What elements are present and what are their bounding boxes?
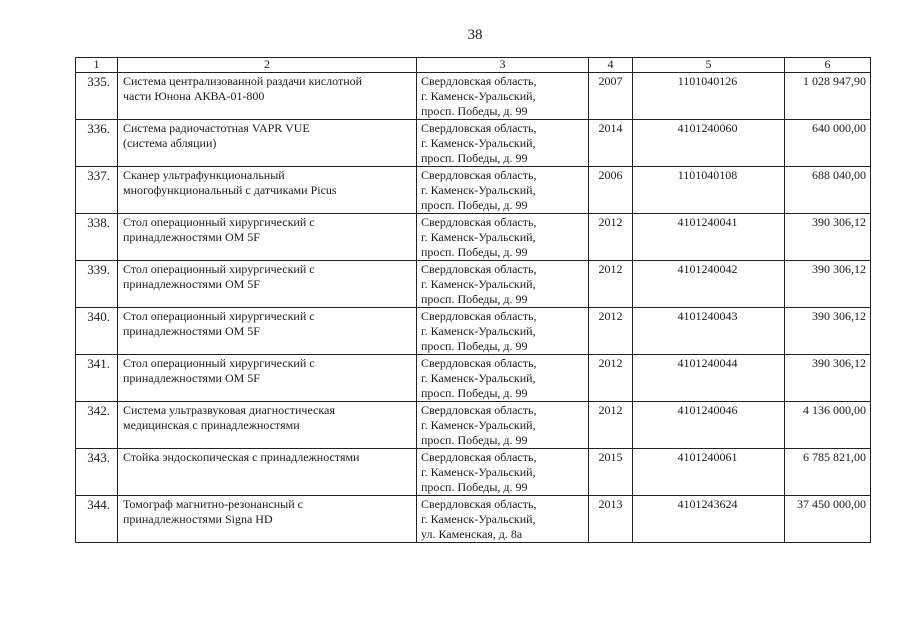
column-number-2: 2 (118, 58, 417, 73)
asset-name-line: принадлежностями ОМ 5F (123, 230, 260, 244)
book-value: 640 000,00 (785, 120, 871, 167)
inventory-number: 4101240043 (633, 308, 785, 355)
commission-year: 2013 (589, 496, 633, 543)
row-number: 340. (76, 308, 118, 355)
book-value: 390 306,12 (785, 355, 871, 402)
table-row (76, 355, 871, 402)
table-body (76, 73, 871, 543)
asset-name-line: Стол операционный хирургический с (123, 215, 315, 229)
asset-address-line: Свердловская область, (421, 403, 537, 417)
book-value: 1 028 947,90 (785, 73, 871, 120)
row-number: 342. (76, 402, 118, 449)
asset-address-line: ул. Каменская, д. 8а (421, 527, 523, 541)
commission-year: 2006 (589, 167, 633, 214)
asset-name-line: Стол операционный хирургический с (123, 309, 315, 323)
asset-name-line: принадлежностями ОМ 5F (123, 324, 260, 338)
table-row (76, 308, 871, 355)
asset-address-line: г. Каменск-Уральский, (421, 89, 536, 103)
asset-name (118, 120, 417, 167)
column-number-row (76, 58, 871, 73)
asset-name (118, 402, 417, 449)
commission-year: 2014 (589, 120, 633, 167)
asset-address-line: г. Каменск-Уральский, (421, 277, 536, 291)
asset-name-line: принадлежностями ОМ 5F (123, 371, 260, 385)
table-row (76, 120, 871, 167)
asset-name-line: Томограф магнитно-резонансный с (123, 497, 303, 511)
row-number: 335. (76, 73, 118, 120)
asset-name-line: Стойка эндоскопическая с принадлежностями (123, 450, 360, 464)
page-number: 38 (467, 27, 483, 43)
table-row (76, 261, 871, 308)
asset-name-line: части Юнона АКВА-01-800 (123, 89, 265, 103)
asset-address-line: г. Каменск-Уральский, (421, 136, 536, 150)
asset-name (118, 355, 417, 402)
asset-name-line: Система радиочастотная VAPR VUE (123, 121, 310, 135)
asset-name-line: Стол операционный хирургический с (123, 356, 315, 370)
inventory-number: 4101240046 (633, 402, 785, 449)
table-row (76, 449, 871, 496)
row-number: 337. (76, 167, 118, 214)
asset-address (417, 402, 589, 449)
row-number: 339. (76, 261, 118, 308)
asset-name-line: принадлежностями Signa HD (123, 512, 273, 526)
asset-address-line: Свердловская область, (421, 74, 537, 88)
commission-year: 2012 (589, 402, 633, 449)
asset-name-line: многофункциональный с датчиками Picus (123, 183, 337, 197)
book-value: 37 450 000,00 (785, 496, 871, 543)
asset-address-line: г. Каменск-Уральский, (421, 418, 536, 432)
column-number-3: 3 (417, 58, 589, 73)
asset-address-line: просп. Победы, д. 99 (421, 245, 528, 259)
book-value: 6 785 821,00 (785, 449, 871, 496)
commission-year: 2007 (589, 73, 633, 120)
asset-name-line: (система абляции) (123, 136, 217, 150)
asset-address (417, 449, 589, 496)
asset-address (417, 496, 589, 543)
asset-address-line: Свердловская область, (421, 262, 537, 276)
asset-address-line: Свердловская область, (421, 121, 537, 135)
asset-address (417, 73, 589, 120)
inventory-number: 4101240044 (633, 355, 785, 402)
asset-address-line: просп. Победы, д. 99 (421, 339, 528, 353)
asset-name-line: Сканер ультрафункциональный (123, 168, 285, 182)
asset-address-line: просп. Победы, д. 99 (421, 198, 528, 212)
table-row (76, 402, 871, 449)
asset-name-line: медицинская с принадлежностями (123, 418, 300, 432)
asset-address (417, 120, 589, 167)
asset-address-line: Свердловская область, (421, 497, 537, 511)
book-value: 688 040,00 (785, 167, 871, 214)
column-number-1: 1 (76, 58, 118, 73)
book-value: 390 306,12 (785, 261, 871, 308)
commission-year: 2012 (589, 355, 633, 402)
inventory-number: 1101040108 (633, 167, 785, 214)
asset-address (417, 355, 589, 402)
row-number: 336. (76, 120, 118, 167)
asset-address (417, 167, 589, 214)
asset-name (118, 496, 417, 543)
asset-address-line: г. Каменск-Уральский, (421, 324, 536, 338)
commission-year: 2012 (589, 308, 633, 355)
asset-address-line: просп. Победы, д. 99 (421, 292, 528, 306)
asset-name (118, 73, 417, 120)
asset-name (118, 308, 417, 355)
asset-name (118, 449, 417, 496)
asset-address-line: г. Каменск-Уральский, (421, 371, 536, 385)
commission-year: 2015 (589, 449, 633, 496)
asset-name (118, 167, 417, 214)
asset-address-line: Свердловская область, (421, 450, 537, 464)
asset-address-line: просп. Победы, д. 99 (421, 151, 528, 165)
asset-address-line: Свердловская область, (421, 215, 537, 229)
row-number: 344. (76, 496, 118, 543)
asset-address-line: г. Каменск-Уральский, (421, 183, 536, 197)
row-number: 338. (76, 214, 118, 261)
asset-address-line: Свердловская область, (421, 168, 537, 182)
asset-address-line: г. Каменск-Уральский, (421, 465, 536, 479)
table-row (76, 167, 871, 214)
inventory-number: 4101240061 (633, 449, 785, 496)
inventory-number: 1101040126 (633, 73, 785, 120)
asset-address (417, 308, 589, 355)
asset-name (118, 214, 417, 261)
asset-address-line: г. Каменск-Уральский, (421, 230, 536, 244)
asset-name-line: Система централизованной раздачи кислотной (123, 74, 363, 88)
inventory-number: 4101240041 (633, 214, 785, 261)
asset-name (118, 261, 417, 308)
book-value: 390 306,12 (785, 214, 871, 261)
asset-name-line: Стол операционный хирургический с (123, 262, 315, 276)
inventory-number: 4101240042 (633, 261, 785, 308)
asset-address-line: Свердловская область, (421, 309, 537, 323)
book-value: 390 306,12 (785, 308, 871, 355)
commission-year: 2012 (589, 214, 633, 261)
asset-address-line: просп. Победы, д. 99 (421, 386, 528, 400)
asset-address-line: Свердловская область, (421, 356, 537, 370)
asset-name-line: Система ультразвуковая диагностическая (123, 403, 335, 417)
table-row (76, 496, 871, 543)
column-number-5: 5 (633, 58, 785, 73)
asset-address-line: просп. Победы, д. 99 (421, 104, 528, 118)
book-value: 4 136 000,00 (785, 402, 871, 449)
asset-address (417, 214, 589, 261)
row-number: 343. (76, 449, 118, 496)
row-number: 341. (76, 355, 118, 402)
inventory-number: 4101243624 (633, 496, 785, 543)
inventory-number: 4101240060 (633, 120, 785, 167)
property-registry-table (75, 57, 871, 543)
asset-name-line: принадлежностями ОМ 5F (123, 277, 260, 291)
asset-address (417, 261, 589, 308)
commission-year: 2012 (589, 261, 633, 308)
table-row (76, 73, 871, 120)
table-row (76, 214, 871, 261)
column-number-6: 6 (785, 58, 871, 73)
column-number-4: 4 (589, 58, 633, 73)
asset-address-line: просп. Победы, д. 99 (421, 480, 528, 494)
asset-address-line: г. Каменск-Уральский, (421, 512, 536, 526)
asset-address-line: просп. Победы, д. 99 (421, 433, 528, 447)
